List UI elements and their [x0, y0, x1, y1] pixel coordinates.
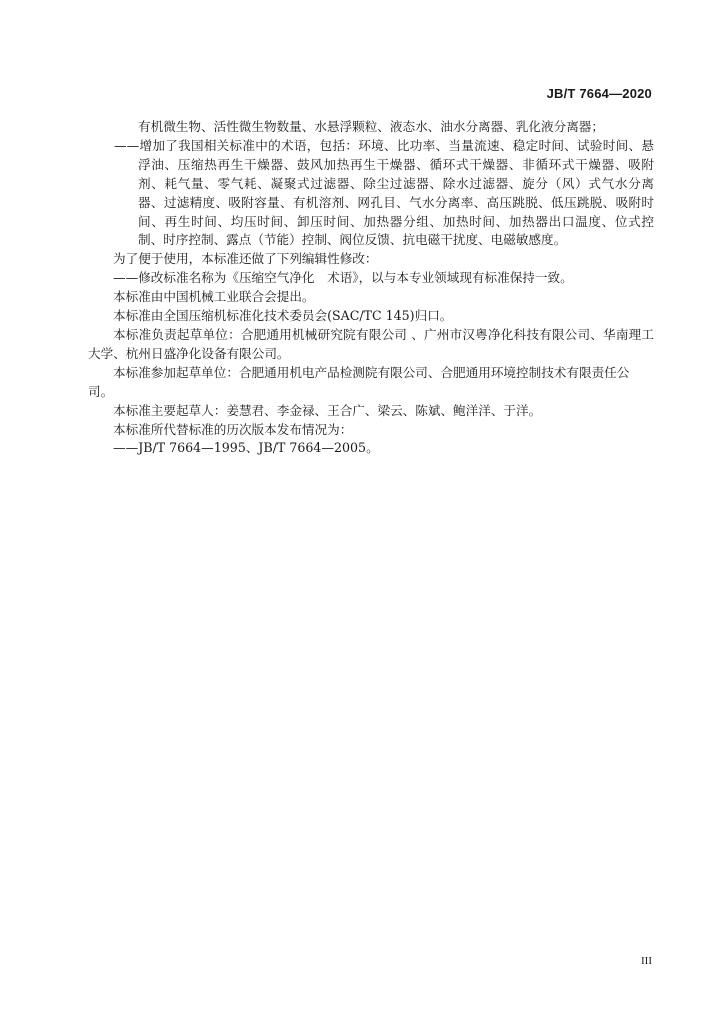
- paragraph-history-versions: ——JB/T 7664—1995、JB/T 7664—2005。: [113, 440, 379, 456]
- paragraph-principal-authors: 本标准主要起草人：姜慧君、李金禄、王合广、梁云、陈斌、鲍洋洋、于洋。: [113, 402, 542, 418]
- page-number: III: [641, 955, 652, 967]
- paragraph-administered-by: 本标准由全国压缩机标准化技术委员会(SAC/TC 145)归口。: [113, 308, 453, 324]
- paragraph-proposed-by: 本标准由中国机械工业联合会提出。: [113, 289, 315, 305]
- paragraph-participating-drafters: 本标准参加起草单位：合肥通用机电产品检测院有限公司、合肥通用环境控制技术有限责任公司。: [88, 364, 630, 399]
- document-body: [88, 118, 654, 458]
- paragraph-added-terms: ——增加了我国相关标准中的术语，包括：环境、比功率、当量流速、稳定时间、试验时间、悬浮油、压缩热再生干燥器、鼓风加热再生干燥器、循环式干燥器、非循环式干燥器、吸附剂、耗气量、零气耗、凝聚式过滤器、除尘过滤器、除水过滤器、旋分（风）式气水分离器、过滤精度、吸附容量、有机溶剂、网孔目、气水分离率、高压跳脱、低压跳脱、吸附时间、再生时间、均压时间、卸压时间、加热器分组、加热时间、加热器出口温度、位式控制、时序控制、露点（节能）控制、阀位反馈、抗电磁干扰度、电磁敏感度。: [114, 137, 654, 248]
- paragraph-editorial-intro: 为了便于使用，本标准还做了下列编辑性修改：: [113, 251, 378, 267]
- paragraph-title-change: ——修改标准名称为《压缩空气净化 术语》，以与本专业领域现有标准保持一致。: [113, 270, 573, 286]
- paragraph-history-intro: 本标准所代替标准的历次版本发布情况为：: [113, 421, 353, 437]
- paragraph-main-drafters: 本标准负责起草单位：合肥通用机械研究院有限公司 、广州市汉粤净化科技有限公司、华南理工大学、杭州日盛净化设备有限公司。: [88, 326, 654, 361]
- paragraph-terms-continued: 有机微生物、活性微生物数量、水悬浮颗粒、液态水、油水分离器、乳化液分离器；: [138, 119, 604, 134]
- standard-code: JB/T 7664—2020: [546, 86, 652, 101]
